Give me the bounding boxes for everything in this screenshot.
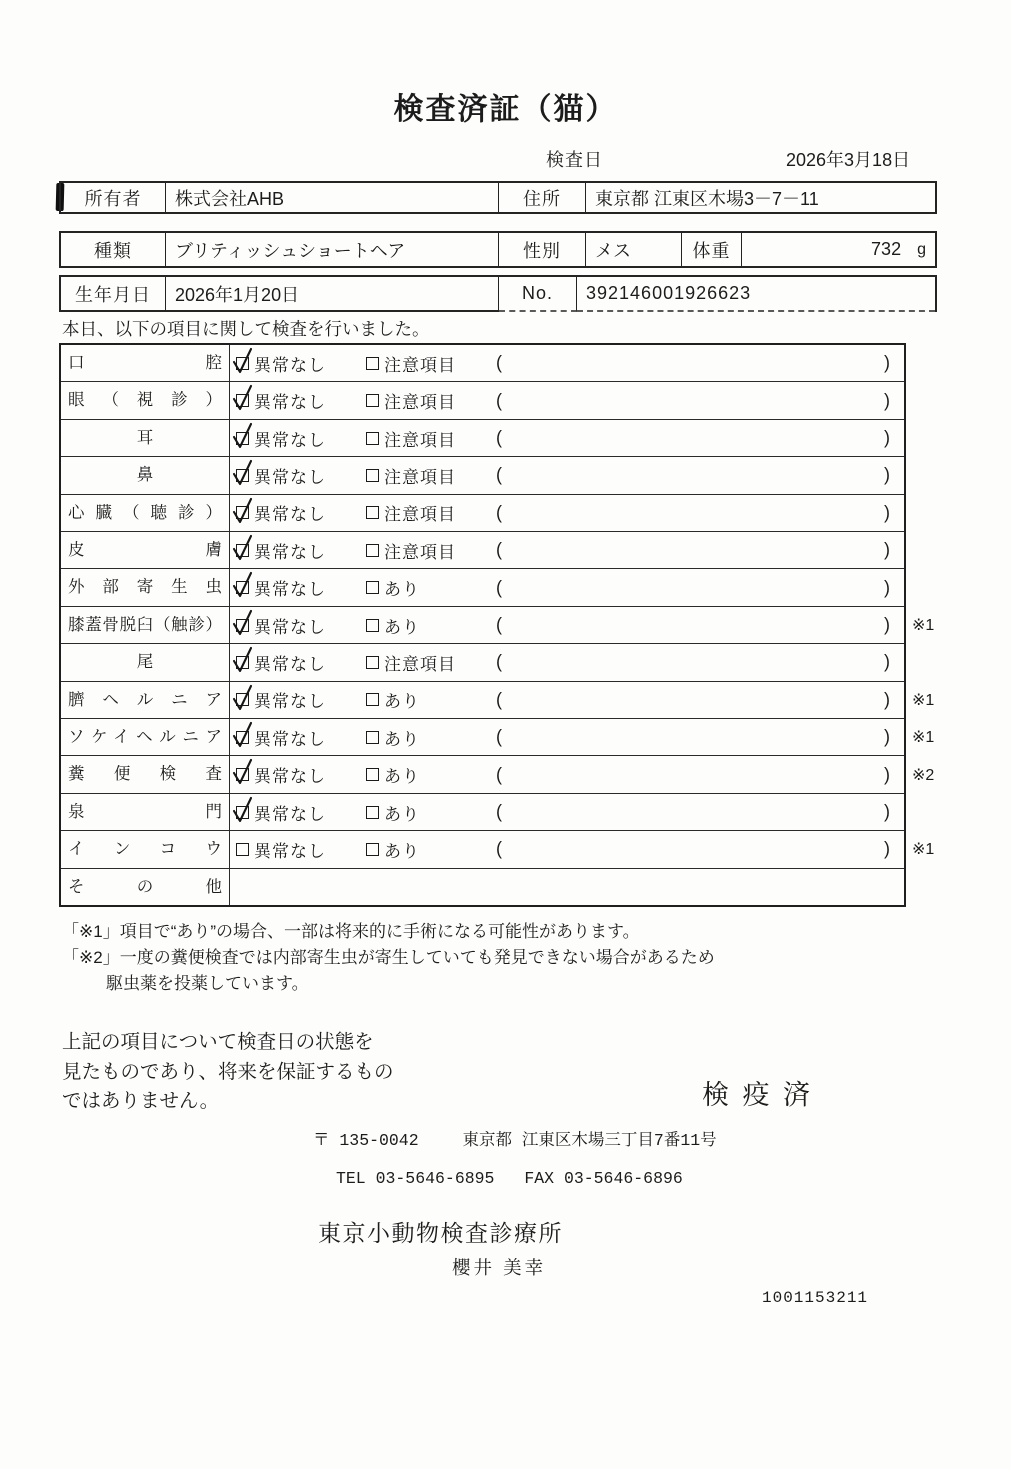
checkbox-icon bbox=[366, 506, 379, 519]
owner-value: 株式会社AHB bbox=[166, 183, 499, 212]
checkbox-attention[interactable] bbox=[366, 569, 420, 605]
checkbox-icon bbox=[366, 581, 379, 594]
row-note: ※1 bbox=[912, 729, 935, 747]
checklist-item-label: 泉門 bbox=[61, 794, 230, 830]
checkbox-normal-label: 異常なし bbox=[254, 654, 326, 674]
checkbox-normal[interactable] bbox=[236, 831, 326, 867]
checkbox-normal[interactable] bbox=[236, 457, 326, 493]
paren-close: ) bbox=[884, 838, 890, 859]
checkbox-normal-label: 異常なし bbox=[254, 692, 326, 712]
checkbox-icon bbox=[236, 693, 249, 706]
footnote-line-3: 駆虫薬を投薬しています。 bbox=[106, 974, 309, 993]
paren-open: ( bbox=[496, 651, 502, 672]
checklist-row-content bbox=[230, 457, 904, 493]
paren-close: ) bbox=[884, 427, 890, 448]
checkbox-icon bbox=[366, 731, 379, 744]
paren-close: ) bbox=[884, 614, 890, 635]
checklist-item-label: 耳 bbox=[61, 420, 230, 456]
footnote-line-2: 「※2」一度の糞便検査では内部寄生虫が寄生していても発見できない場合があるため bbox=[62, 948, 715, 967]
checkbox-attention[interactable] bbox=[366, 345, 456, 381]
checkbox-normal[interactable] bbox=[236, 345, 326, 381]
weight-value: 732 bbox=[871, 239, 902, 259]
checklist-row bbox=[61, 794, 904, 831]
pet-info-table bbox=[59, 231, 937, 268]
clinic-address-line bbox=[313, 1126, 717, 1150]
checklist-item-label: 尾 bbox=[61, 644, 230, 680]
disclaimer-line-1: 上記の項目について検査日の状態を bbox=[62, 1031, 374, 1053]
checkbox-attention[interactable] bbox=[366, 495, 456, 531]
checkbox-icon bbox=[236, 656, 249, 669]
checkbox-attention-label: 注意項目 bbox=[384, 393, 456, 413]
disclaimer-text bbox=[62, 1028, 394, 1117]
checkbox-normal[interactable] bbox=[236, 569, 326, 605]
checklist-row bbox=[61, 607, 935, 644]
checklist-row-content bbox=[230, 682, 904, 718]
checkbox-normal-label: 異常なし bbox=[254, 393, 326, 413]
paren-close: ) bbox=[884, 502, 890, 523]
paren-open: ( bbox=[496, 577, 502, 598]
checkbox-attention-label: 注意項目 bbox=[384, 430, 456, 450]
checkbox-normal[interactable] bbox=[236, 532, 326, 568]
row-note: ※1 bbox=[912, 841, 935, 859]
paren-open: ( bbox=[496, 689, 502, 710]
paren-close: ) bbox=[884, 764, 890, 785]
clinic-phone-line bbox=[336, 1169, 683, 1188]
serial-number: 1001153211 bbox=[762, 1289, 869, 1307]
checklist-row bbox=[61, 345, 904, 382]
footnote-line-1: 「※1」項目で“あり”の場合、一部は将来的に手術になる可能性があります。 bbox=[62, 922, 640, 941]
owner-label: 所有者 bbox=[61, 183, 166, 212]
checkbox-icon bbox=[236, 432, 249, 445]
checklist-row bbox=[61, 719, 935, 756]
paren-close: ) bbox=[884, 352, 890, 373]
checkbox-icon bbox=[236, 544, 249, 557]
checklist-row bbox=[61, 495, 904, 532]
checklist-row-content bbox=[230, 756, 904, 792]
tel-number: TEL 03-5646-6895 bbox=[336, 1169, 495, 1188]
checkbox-normal-label: 異常なし bbox=[254, 729, 326, 749]
checkbox-icon bbox=[236, 731, 249, 744]
checkbox-attention-label: 注意項目 bbox=[384, 654, 456, 674]
fax-number: FAX 03-5646-6896 bbox=[524, 1169, 683, 1188]
checkbox-icon bbox=[236, 394, 249, 407]
birthdate-table bbox=[59, 275, 937, 312]
birthdate-label: 生年月日 bbox=[61, 277, 166, 312]
checkbox-icon bbox=[366, 693, 379, 706]
checkbox-normal[interactable] bbox=[236, 794, 326, 830]
paren-open: ( bbox=[496, 539, 502, 560]
checklist-row-content bbox=[230, 532, 904, 568]
checklist-item-label: 口腔 bbox=[61, 345, 230, 381]
disclaimer-line-2: 見たものであり、将来を保証するもの bbox=[62, 1060, 394, 1083]
footnotes bbox=[62, 919, 715, 997]
checkbox-icon bbox=[366, 656, 379, 669]
checklist-row bbox=[61, 457, 904, 494]
intro-text: 本日、以下の項目に関して検査を行いました。 bbox=[62, 319, 430, 339]
quarantine-stamp: 検 疫 済 bbox=[702, 1080, 814, 1110]
paren-close: ) bbox=[884, 689, 890, 710]
paren-close: ) bbox=[884, 390, 890, 411]
checkbox-normal[interactable] bbox=[236, 420, 326, 456]
paren-close: ) bbox=[884, 726, 890, 747]
checklist-item-label: 心臓（聴診） bbox=[61, 495, 230, 531]
checkbox-icon bbox=[366, 843, 379, 856]
checkbox-attention-label: あり bbox=[384, 692, 420, 712]
paren-open: ( bbox=[496, 764, 502, 785]
checklist-row bbox=[61, 420, 904, 457]
checkbox-normal[interactable] bbox=[236, 682, 326, 718]
checkbox-attention[interactable] bbox=[366, 607, 420, 643]
paren-close: ) bbox=[884, 464, 890, 485]
checklist-row bbox=[61, 532, 904, 569]
checklist-item-label: 外部寄生虫 bbox=[61, 569, 230, 605]
checklist-row bbox=[61, 869, 904, 905]
checkbox-normal[interactable] bbox=[236, 756, 326, 792]
row-note: ※1 bbox=[912, 691, 935, 709]
checkbox-normal[interactable] bbox=[236, 495, 326, 531]
checkbox-normal-label: 異常なし bbox=[254, 430, 326, 450]
sex-value: メス bbox=[586, 233, 682, 266]
clinic-name: 東京小動物検査診療所 bbox=[318, 1220, 563, 1246]
checkbox-attention-label: 注意項目 bbox=[384, 542, 456, 562]
weight-label: 体重 bbox=[682, 233, 742, 266]
address-value: 東京都 江東区木場3－7－11 bbox=[595, 188, 819, 209]
checkbox-normal-label: 異常なし bbox=[254, 804, 326, 824]
checklist-item-label: 糞便検査 bbox=[61, 756, 230, 792]
checklist-item-label: インコウ bbox=[61, 831, 230, 867]
checklist-row bbox=[61, 644, 904, 681]
weight-unit: g bbox=[917, 240, 926, 258]
checkbox-attention[interactable] bbox=[366, 794, 420, 830]
paren-close: ) bbox=[884, 539, 890, 560]
paren-open: ( bbox=[496, 427, 502, 448]
checkbox-attention[interactable] bbox=[366, 644, 456, 680]
row-note: ※1 bbox=[912, 617, 935, 635]
document-title: 検査済証（猫） bbox=[393, 93, 618, 126]
checkbox-icon bbox=[236, 843, 249, 856]
checklist-row bbox=[61, 382, 904, 419]
checklist-row-content bbox=[230, 382, 904, 418]
checkbox-icon bbox=[366, 806, 379, 819]
veterinarian-name: 櫻井 美幸 bbox=[452, 1257, 547, 1278]
postal-code: 〒 135-0042 bbox=[313, 1131, 419, 1150]
checkbox-normal[interactable] bbox=[236, 719, 326, 755]
birthdate-value: 2026年1月20日 bbox=[166, 277, 499, 312]
checklist-row bbox=[61, 756, 935, 793]
row-note: ※2 bbox=[912, 766, 935, 784]
checklist-item-label: 鼻 bbox=[61, 457, 230, 493]
checklist-row-content bbox=[230, 869, 904, 905]
checkbox-attention-label: あり bbox=[384, 804, 420, 824]
disclaimer-line-3: ではありません。 bbox=[62, 1090, 220, 1112]
address-label: 住所 bbox=[499, 183, 586, 212]
checklist-row-content bbox=[230, 569, 904, 605]
checkbox-attention-label: 注意項目 bbox=[384, 355, 456, 375]
checkbox-attention[interactable] bbox=[366, 382, 456, 418]
checkbox-icon bbox=[236, 469, 249, 482]
checkbox-attention[interactable] bbox=[366, 831, 420, 867]
checkbox-icon bbox=[236, 806, 249, 819]
checkbox-normal[interactable] bbox=[236, 607, 326, 643]
inspection-date-value: 2026年3月18日 bbox=[786, 150, 911, 170]
paren-open: ( bbox=[496, 838, 502, 859]
checklist-item-label: 膝蓋骨脱臼（触診） bbox=[61, 607, 230, 643]
checkbox-attention[interactable] bbox=[366, 420, 456, 456]
checkbox-normal-label: 異常なし bbox=[254, 580, 326, 600]
checkbox-attention-label: あり bbox=[384, 729, 420, 749]
checklist-row-content bbox=[230, 719, 904, 755]
checkbox-icon bbox=[236, 619, 249, 632]
checklist-row-content bbox=[230, 420, 904, 456]
checkbox-icon bbox=[366, 768, 379, 781]
paren-open: ( bbox=[496, 390, 502, 411]
paren-close: ) bbox=[884, 651, 890, 672]
checkbox-normal-label: 異常なし bbox=[254, 841, 326, 861]
breed-value: ブリティッシュショートヘア bbox=[166, 233, 499, 266]
checkbox-icon bbox=[366, 469, 379, 482]
checkbox-attention[interactable] bbox=[366, 682, 420, 718]
checkbox-attention-label: 注意項目 bbox=[384, 467, 456, 487]
checkbox-normal-label: 異常なし bbox=[254, 767, 326, 787]
checkbox-attention-label: 注意項目 bbox=[384, 505, 456, 525]
checkbox-attention[interactable] bbox=[366, 532, 456, 568]
checkbox-normal-label: 異常なし bbox=[254, 542, 326, 562]
paren-open: ( bbox=[496, 726, 502, 747]
checklist-item-label: ソケイヘルニア bbox=[61, 719, 230, 755]
checkbox-normal-label: 異常なし bbox=[254, 617, 326, 637]
checklist-table bbox=[59, 343, 935, 907]
checkbox-attention-label: あり bbox=[384, 841, 420, 861]
checkbox-normal-label: 異常なし bbox=[254, 467, 326, 487]
weight-value-cell bbox=[742, 233, 935, 266]
sex-label: 性別 bbox=[499, 233, 586, 266]
paren-close: ) bbox=[884, 577, 890, 598]
checklist-row bbox=[61, 831, 935, 868]
checkbox-icon bbox=[366, 357, 379, 370]
checkbox-icon bbox=[236, 357, 249, 370]
checkbox-icon bbox=[236, 506, 249, 519]
number-value: 392146001926623 bbox=[577, 277, 935, 312]
checklist-row-content bbox=[230, 831, 904, 867]
checkbox-attention[interactable] bbox=[366, 719, 420, 755]
breed-label: 種類 bbox=[61, 233, 166, 266]
checklist-item-label: 皮膚 bbox=[61, 532, 230, 568]
checkbox-attention-label: あり bbox=[384, 617, 420, 637]
inspection-date-label: 検査日 bbox=[546, 150, 603, 170]
checkbox-attention-label: あり bbox=[384, 767, 420, 787]
checklist-row bbox=[61, 682, 935, 719]
checkbox-icon bbox=[366, 619, 379, 632]
checkbox-normal-label: 異常なし bbox=[254, 505, 326, 525]
paren-open: ( bbox=[496, 464, 502, 485]
paren-open: ( bbox=[496, 352, 502, 373]
checkbox-icon bbox=[366, 432, 379, 445]
checklist-row bbox=[61, 569, 904, 606]
checklist-row-content bbox=[230, 495, 904, 531]
paren-open: ( bbox=[496, 801, 502, 822]
number-label: No. bbox=[499, 277, 577, 312]
owner-table bbox=[59, 181, 937, 214]
clinic-address: 東京都 江東区木場三丁目7番11号 bbox=[462, 1131, 717, 1150]
paren-open: ( bbox=[496, 502, 502, 523]
checklist-item-label: 臍ヘルニア bbox=[61, 682, 230, 718]
checkbox-attention[interactable] bbox=[366, 457, 456, 493]
checklist-row-content bbox=[230, 644, 904, 680]
checklist-item-label: 眼（視診） bbox=[61, 382, 230, 418]
checkbox-icon bbox=[236, 768, 249, 781]
checkbox-normal[interactable] bbox=[236, 644, 326, 680]
checklist-item-label: その他 bbox=[61, 869, 230, 905]
paren-open: ( bbox=[496, 614, 502, 635]
checkbox-normal[interactable] bbox=[236, 382, 326, 418]
checkbox-attention-label: あり bbox=[384, 580, 420, 600]
paren-close: ) bbox=[884, 801, 890, 822]
checkbox-normal-label: 異常なし bbox=[254, 355, 326, 375]
checkbox-icon bbox=[236, 581, 249, 594]
checklist-row-content bbox=[230, 794, 904, 830]
checkbox-attention[interactable] bbox=[366, 756, 420, 792]
checkbox-icon bbox=[366, 544, 379, 557]
checklist-row-content bbox=[230, 607, 904, 643]
checkbox-icon bbox=[366, 394, 379, 407]
checklist-row-content bbox=[230, 345, 904, 381]
